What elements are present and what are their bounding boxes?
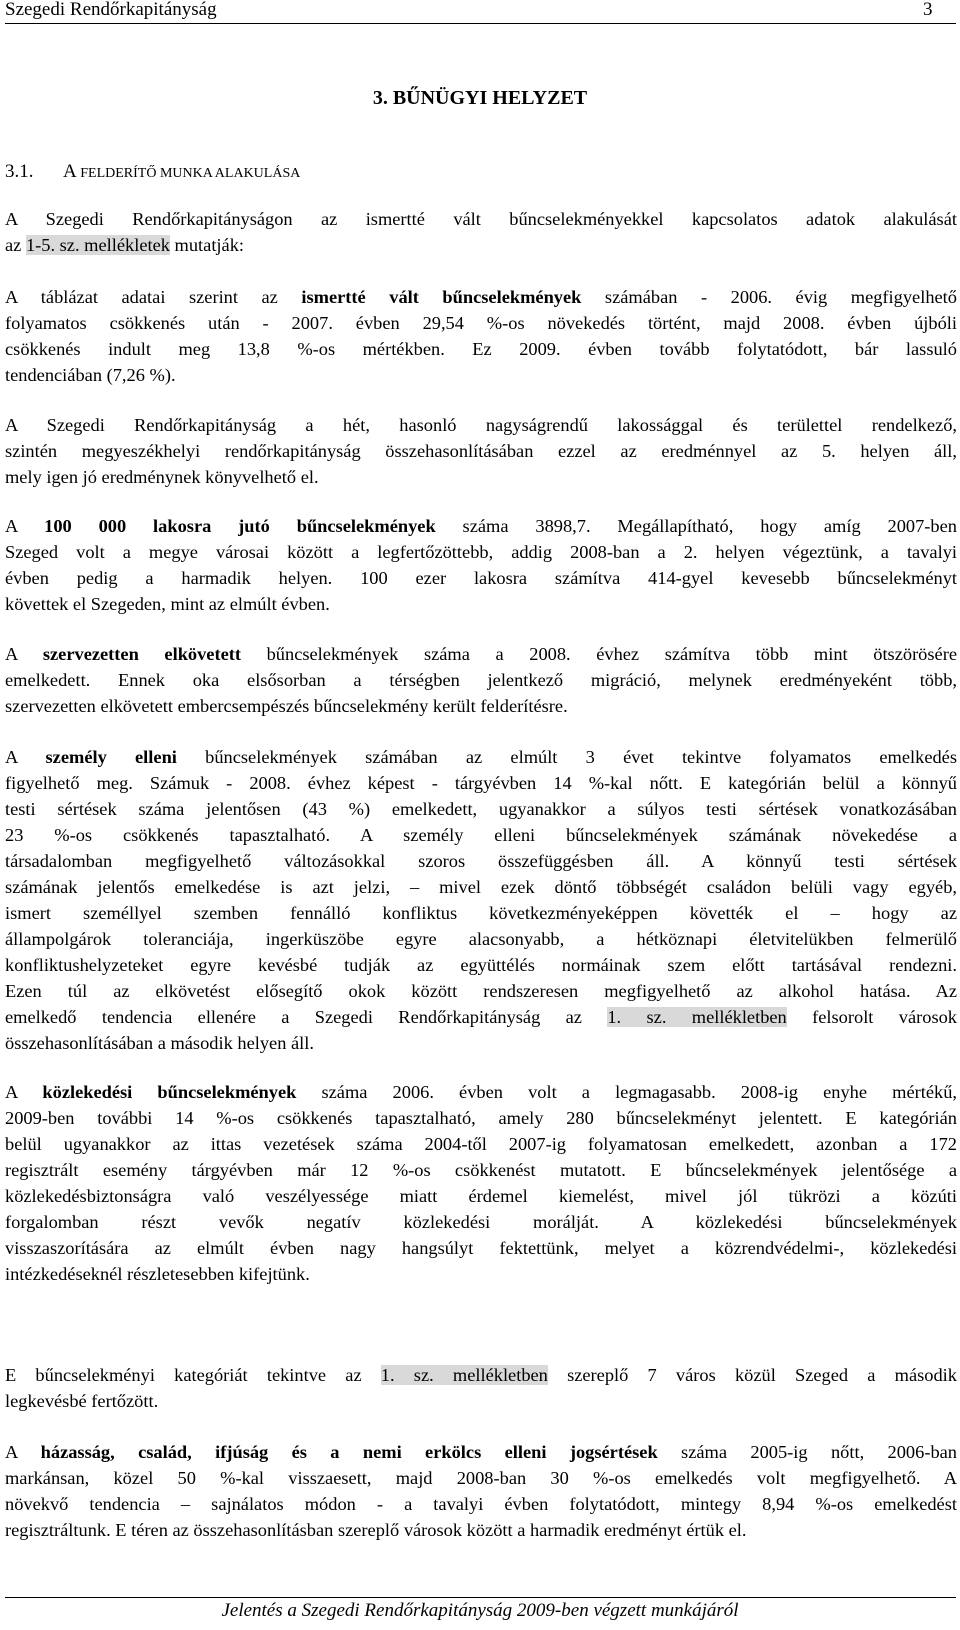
paragraph-line (5, 641, 957, 667)
paragraph-6 (5, 744, 957, 1056)
page-footer: Jelentés a Szegedi Rendőrkapitányság 2009-ben végzett munkájáról (221, 1600, 739, 1621)
section-title-rest: FELDERÍTŐ MUNKA ALAKULÁSA (76, 166, 301, 181)
paragraph-5 (5, 641, 957, 719)
paragraph-1 (5, 206, 957, 258)
emphasis: házasság, család, ifjúság és a nemi erkölcs elleni jogsértések (40, 1442, 658, 1462)
text-fragment: számában - 2006. évig megfigyelhető (581, 287, 957, 307)
paragraph-line: legkevésbé fertőzött. (5, 1391, 159, 1411)
emphasis: ismertté vált bűncselekmények (301, 287, 582, 307)
section-number: 3.1. (5, 161, 34, 182)
paragraph-line: markánsan, közel 50 %-kal visszaesett, majd 2008-ban 30 %-os emelkedés volt megfigyelhető. A (5, 1468, 957, 1488)
section-title-initial: A (63, 161, 77, 182)
text-fragment: emelkedő tendencia ellenére a Szegedi Rendőrkapitányság az (5, 1007, 608, 1027)
text-fragment: A (5, 1442, 41, 1462)
text-fragment: száma 2006. évben volt a legmagasabb. 2008-ig enyhe mértékű, (296, 1082, 957, 1102)
paragraph-line: társadalomban megfigyelhető változásokkal szoros összefüggésben áll. A könnyű testi sértések (5, 851, 957, 871)
paragraph-8 (5, 1362, 957, 1414)
chapter-title: 3. BŰNÜGYI HELYZET (372, 87, 588, 109)
text-fragment: felsorolt városok (786, 1007, 957, 1027)
paragraph-line: közlekedésbiztonságra való veszélyessége miatt érdemel kiemelést, mivel jól tükrözi a közúti (5, 1186, 957, 1206)
paragraph-line: regisztrált esemény tárgyévben már 12 %-os csökkenést mutatott. E bűncselekmények jelentősége a (5, 1160, 957, 1180)
emphasis: személy elleni (45, 747, 177, 767)
footer-divider (5, 1597, 956, 1598)
text-fragment: szereplő 7 város közül Szeged a második (547, 1365, 957, 1385)
emphasis: közlekedési bűncselekmények (42, 1082, 297, 1102)
paragraph-line: belül ugyanakkor az ittas vezetések száma 2004-től 2007-ig folyamatosan emelkedett, azonban a 172 (5, 1134, 957, 1154)
annex-link[interactable]: 1. sz. mellékletben (380, 1365, 548, 1385)
paragraph-line: csökkenés indult meg 13,8 %-os mértékben. Ez 2009. évben tovább folytatódott, bár lassuló (5, 339, 957, 359)
paragraph-line: állampolgárok toleranciája, ingerküszöbe egyre alacsonyabb, a hétköznapi életvitelükben felmerülő (5, 929, 957, 949)
text-fragment: bűncselekmények számában az elmúlt 3 évet tekintve folyamatos emelkedés (176, 747, 957, 767)
page-number: 3 (923, 0, 933, 20)
paragraph-2 (5, 284, 957, 388)
paragraph-line (5, 513, 957, 539)
paragraph-line: emelkedett. Ennek oka elsősorban a térségben jelentkező migráció, melynek eredményeként több, (5, 670, 957, 690)
paragraph-line: regisztráltunk. E téren az összehasonlításban szereplő városok között a harmadik eredményt értük el. (5, 1520, 747, 1540)
annex-link[interactable]: 1-5. sz. mellékletek (25, 235, 170, 255)
text-fragment: A (5, 516, 45, 536)
text-fragment: mutatják: (169, 235, 245, 255)
paragraph-9 (5, 1439, 957, 1543)
paragraph-line: követtek el Szegeden, mint az elmúlt évben. (5, 594, 330, 614)
paragraph-line: konfliktushelyzeteket egyre kevésbé tudják az együttélés normáinak szem előtt tartásával rendezni. (5, 955, 957, 975)
paragraph-line (5, 1362, 957, 1388)
paragraph-line: intézkedéseknél részletesebben kifejtünk. (5, 1264, 310, 1284)
paragraph-line: évben pedig a harmadik helyen. 100 ezer lakosra számítva 414-gyel kevesebb bűncselekményt (5, 568, 957, 588)
text-fragment: A táblázat adatai szerint az (5, 287, 302, 307)
paragraph-line (5, 1439, 957, 1465)
text-fragment: E bűncselekményi kategóriát tekintve az (5, 1365, 381, 1385)
paragraph-line: szervezetten elkövetett embercsempészés bűncselekmény került felderítésre. (5, 696, 568, 716)
paragraph-line: A Szegedi Rendőrkapitányságon az ismertté vált bűncselekményekkel kapcsolatos adatok alakulását (5, 209, 957, 229)
paragraph-line: mely igen jó eredménynek könyvelhető el. (5, 467, 319, 487)
page-header-title: Szegedi Rendőrkapitányság (5, 0, 217, 20)
paragraph-line: tendenciában (7,26 %). (5, 365, 176, 385)
text-fragment: száma 2005-ig nőtt, 2006-ban (657, 1442, 957, 1462)
paragraph-line: figyelhető meg. Számuk - 2008. évhez képest - tárgyévben 14 %-kal nőtt. E kategórián belül a könnyű (5, 773, 957, 793)
paragraph-line: testi sértések száma jelentősen (43 %) emelkedett, ugyanakkor a súlyos testi sértések vonatkozásában (5, 799, 957, 819)
paragraph-line: ismert személlyel szemben fennálló konfliktus következményeképpen követték el – hogy az (5, 903, 957, 923)
paragraph-line: számának jelentős emelkedése is azt jelzi, – mivel ezek döntő többségét családon belüli vagy egyéb, (5, 877, 957, 897)
text-fragment: bűncselekmények száma a 2008. évhez számítva több mint ötszörösére (241, 644, 957, 664)
paragraph-line: szintén megyeszékhelyi rendőrkapitányság összehasonlításában ezzel az eredménnyel az 5. helyen áll, (5, 441, 957, 461)
text-fragment: száma 3898,7. Megállapítható, hogy amíg 2007-ben (435, 516, 957, 536)
paragraph-line: visszaszorítására az elmúlt évben nagy hangsúlyt fektettünk, melyet a közrendvédelmi-, közlekedési (5, 1238, 957, 1258)
emphasis: szervezetten elkövetett (42, 644, 242, 664)
paragraph-4 (5, 513, 957, 617)
paragraph-line (5, 1079, 957, 1105)
paragraph-line: Ezen túl az elkövetést elősegítő okok között rendszeresen megfigyelhető az alkohol hatása. Az (5, 981, 957, 1001)
paragraph-line (5, 232, 957, 258)
paragraph-line: növekvő tendencia – sajnálatos módon - a tavalyi évben folytatódott, mintegy 8,94 %-os emelkedést (5, 1494, 957, 1514)
text-fragment: A (5, 1082, 43, 1102)
paragraph-line: 23 %-os csökkenés tapasztalható. A személy elleni bűncselekmények számának növekedése a (5, 825, 957, 845)
paragraph-3 (5, 412, 957, 490)
paragraph-line: forgalomban részt vevők negatív közlekedési morálját. A közlekedési bűncselekmények (5, 1212, 957, 1232)
paragraph-line: 2009-ben további 14 %-os csökkenés tapasztalható, amely 280 bűncselekményt jelentett. E kategórián (5, 1108, 957, 1128)
text-fragment: az (5, 235, 26, 255)
annex-link[interactable]: 1. sz. mellékletben (607, 1007, 787, 1027)
paragraph-line (5, 744, 957, 770)
paragraph-line (5, 284, 957, 310)
paragraph-line: összehasonlításában a második helyen áll. (5, 1033, 314, 1053)
paragraph-line (5, 1004, 957, 1030)
text-fragment: A (5, 747, 46, 767)
section-heading (5, 160, 300, 186)
paragraph-line: Szeged volt a megye városai között a legfertőzöttebb, addig 2008-ban a 2. helyen végeztünk, a tavalyi (5, 542, 957, 562)
paragraph-line: A Szegedi Rendőrkapitányság a hét, hasonló nagyságrendű lakossággal és területtel rendelkező, (5, 415, 957, 435)
emphasis: 100 000 lakosra jutó bűncselekmények (44, 516, 436, 536)
paragraph-line: folyamatos csökkenés után - 2007. évben 29,54 %-os növekedés történt, majd 2008. évben újbóli (5, 313, 957, 333)
header-divider (5, 23, 956, 24)
text-fragment: A (5, 644, 43, 664)
paragraph-7 (5, 1079, 957, 1287)
